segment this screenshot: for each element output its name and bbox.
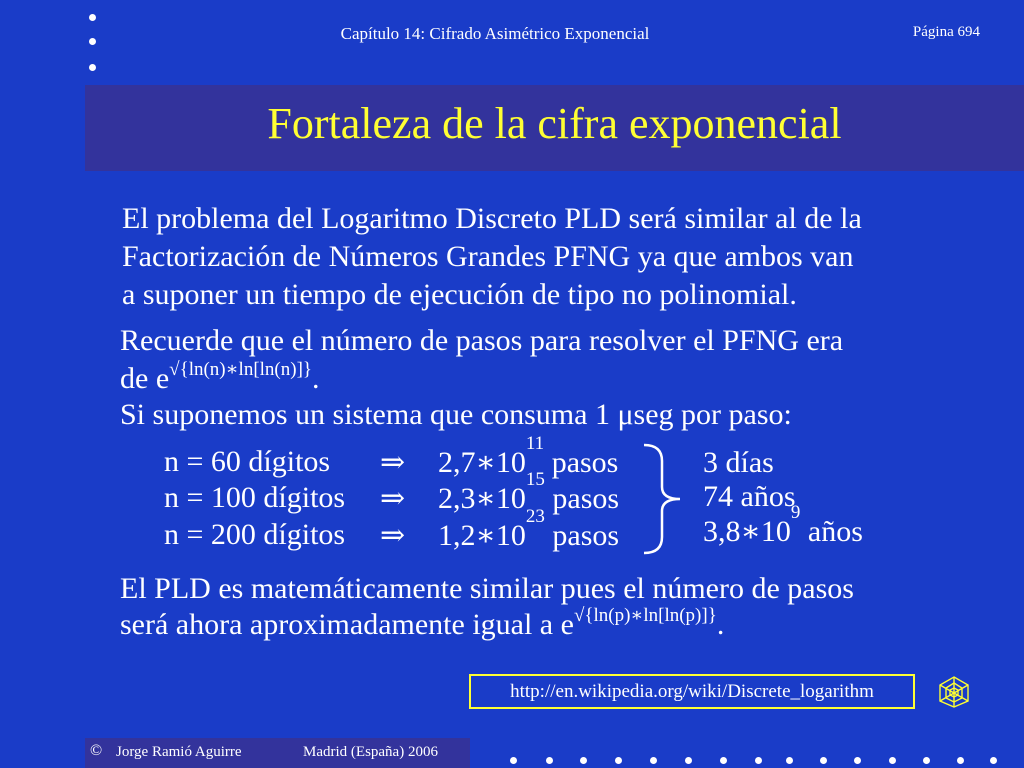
slide-title: Fortaleza de la cifra exponencial [267, 99, 842, 148]
bullet-dot [720, 757, 727, 764]
bullet-dot [510, 757, 517, 764]
steps-value: $1,2∗10^{23}$ pasos [438, 506, 620, 552]
paragraph-1-line-3: a suponer un tiempo de ejecución de tipo no polinomial. [122, 278, 797, 311]
right-brace-icon [640, 443, 688, 555]
paragraph-4-exponent: √{ln(p)∗ln[ln(p)]} [573, 605, 717, 626]
bullet-dot [957, 757, 964, 764]
paragraph-4-suffix: . [716, 608, 725, 641]
paragraph-2-prefix: de e [120, 362, 170, 395]
bullet-dot [786, 757, 793, 764]
result-time: 74 años [703, 480, 796, 513]
bullet-dot [685, 757, 692, 764]
steps-value: $2,3∗10^{15}$ pasos [438, 469, 620, 515]
paragraph-1-line-1: El problema del Logaritmo Discreto PLD será similar al de la [122, 202, 862, 235]
spider-web-icon[interactable] [937, 675, 971, 709]
result-time: 3 días [703, 446, 774, 479]
paragraph-3-line-1: Si suponemos un sistema que consuma 1 μseg por paso: [120, 398, 792, 431]
bullet-dot [820, 757, 827, 764]
page-number: Página 694 [912, 24, 980, 40]
digits-label: n = 200 dígitos [164, 518, 346, 551]
bullet-dot [854, 757, 861, 764]
bullet-dot [89, 14, 96, 21]
bullet-dot [615, 757, 622, 764]
paragraph-4-line-2 [120, 606, 724, 644]
bullet-dot [580, 757, 587, 764]
footer-author: Jorge Ramió Aguirre [116, 744, 242, 760]
implies-arrow-icon: ⇒ [380, 446, 406, 479]
bullet-dot [755, 757, 762, 764]
bullet-dot [650, 757, 657, 764]
steps-value: $2,7∗10^{11}$ pasos [438, 433, 619, 479]
paragraph-2-line-1: Recuerde que el número de pasos para resolver el PFNG era [120, 324, 844, 357]
paragraph-4-line-1: El PLD es matemáticamente similar pues el número de pasos [120, 572, 854, 605]
implies-arrow-icon: ⇒ [380, 482, 406, 515]
bullet-dot [889, 757, 896, 764]
footer-place: Madrid (España) 2006 [303, 744, 438, 760]
digits-label: n = 60 dígitos [164, 445, 331, 478]
implies-arrow-icon: ⇒ [380, 519, 406, 552]
bullet-dot [923, 757, 930, 764]
bullet-dot [89, 64, 96, 71]
bullet-dot [546, 757, 553, 764]
paragraph-1-line-2: Factorización de Números Grandes PFNG ya que ambos van [122, 240, 854, 273]
paragraph-2-suffix: . [312, 362, 320, 395]
paragraph-2-line-2 [120, 360, 320, 398]
chapter-header: Capítulo 14: Cifrado Asimétrico Exponencial [340, 24, 650, 43]
copyright-icon: © [90, 742, 103, 759]
wikipedia-link[interactable]: http://en.wikipedia.org/wiki/Discrete_logarithm [469, 674, 915, 709]
digits-label: n = 100 dígitos [164, 481, 346, 514]
paragraph-4-prefix: será ahora aproximadamente igual a e [120, 608, 574, 641]
bullet-dot [990, 757, 997, 764]
paragraph-2-exponent: √{ln(n)∗ln[ln(n)]} [169, 359, 313, 380]
result-time: $3,8∗10^9$ años [703, 502, 863, 548]
